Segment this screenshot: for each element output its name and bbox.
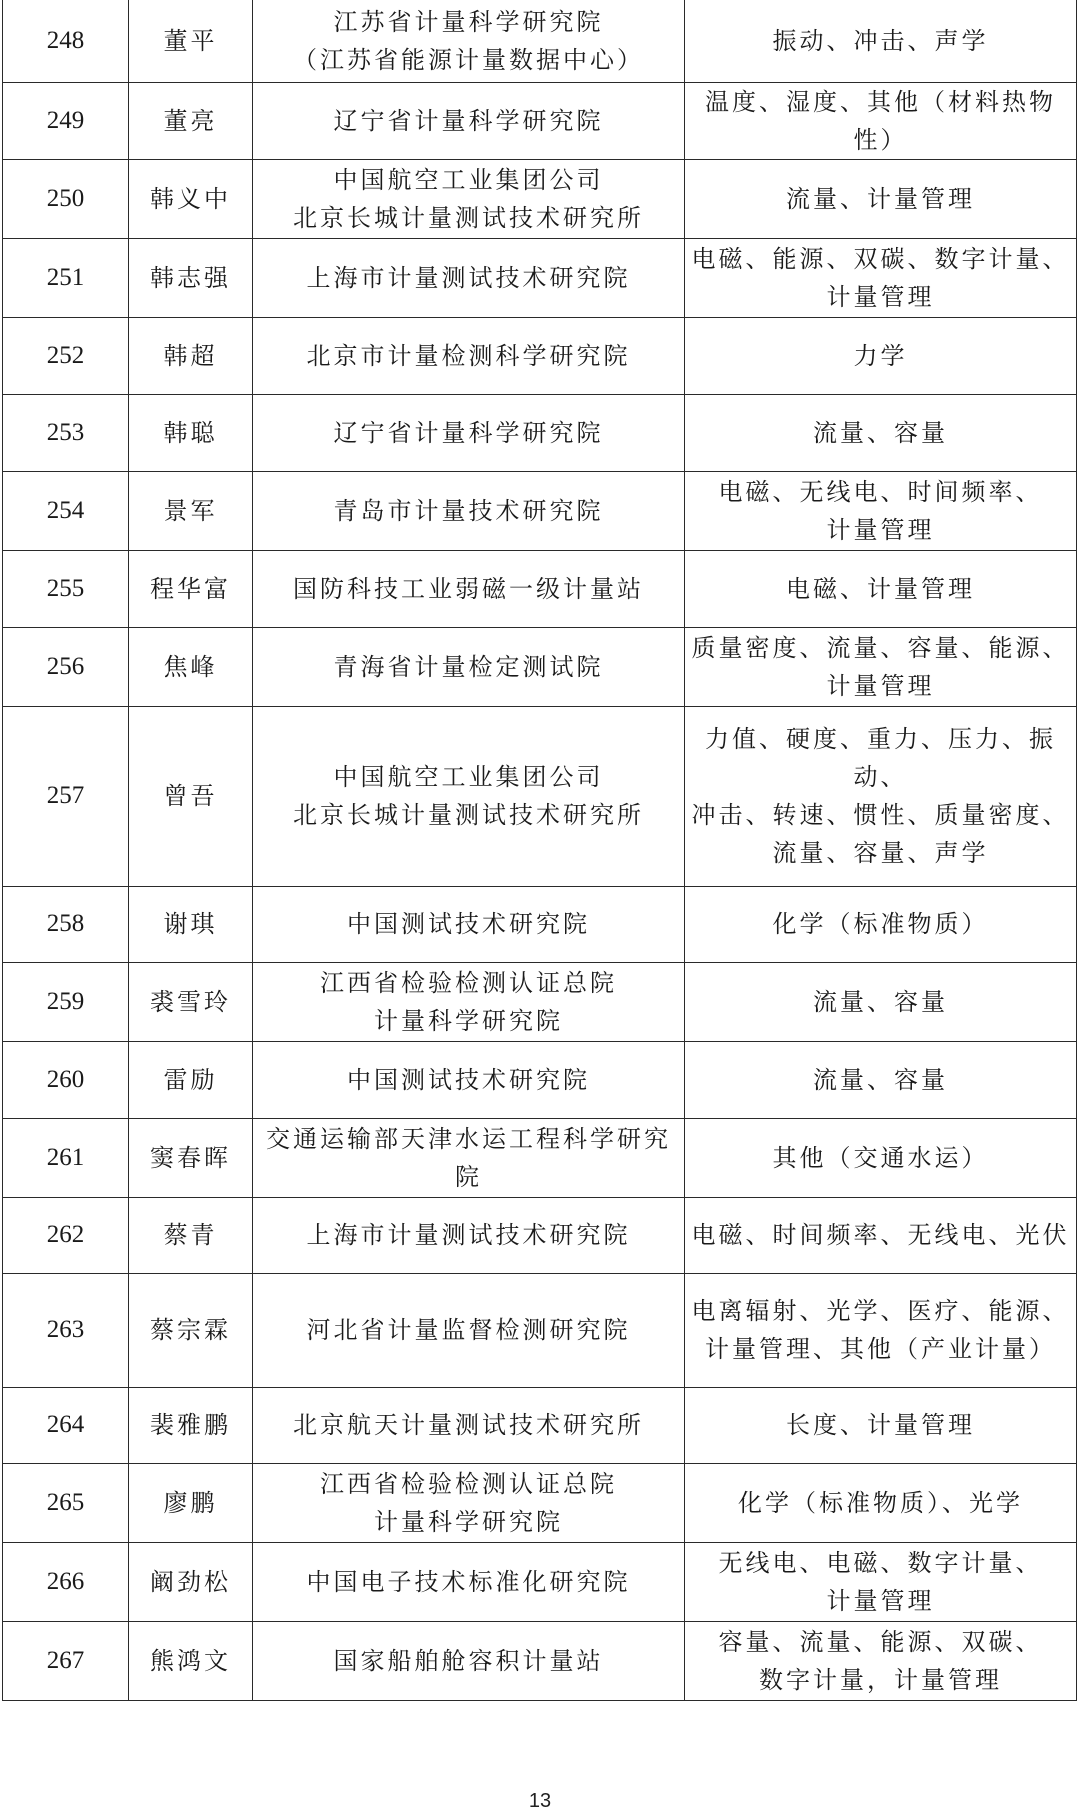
person-name: 董平 (129, 0, 253, 82)
organization: 辽宁省计量科学研究院 (253, 82, 685, 159)
person-name: 韩聪 (129, 394, 253, 471)
row-number: 265 (3, 1463, 129, 1542)
organization: 辽宁省计量科学研究院 (253, 394, 685, 471)
page-number: 13 (528, 1790, 552, 1812)
organization: 中国测试技术研究院 (253, 1041, 685, 1118)
row-number: 258 (3, 886, 129, 962)
person-name: 曾吾 (129, 706, 253, 886)
organization: 北京航天计量测试技术研究所 (253, 1387, 685, 1463)
expert-list-table (2, 0, 1077, 1701)
table-row (3, 317, 1077, 394)
specialty: 其他（交通水运） (685, 1118, 1077, 1197)
table-row (3, 1387, 1077, 1463)
organization: 国家船舶舱容积计量站 (253, 1621, 685, 1700)
row-number: 251 (3, 238, 129, 317)
organization: 江苏省计量科学研究院 （江苏省能源计量数据中心） (253, 0, 685, 82)
specialty: 长度、计量管理 (685, 1387, 1077, 1463)
table-row (3, 886, 1077, 962)
table-row (3, 238, 1077, 317)
specialty: 质量密度、流量、容量、能源、 计量管理 (685, 627, 1077, 706)
specialty: 振动、冲击、声学 (685, 0, 1077, 82)
organization: 北京市计量检测科学研究院 (253, 317, 685, 394)
row-number: 262 (3, 1197, 129, 1273)
person-name: 阚劲松 (129, 1542, 253, 1621)
organization: 交通运输部天津水运工程科学研究 院 (253, 1118, 685, 1197)
person-name: 廖鹏 (129, 1463, 253, 1542)
row-number: 256 (3, 627, 129, 706)
specialty: 容量、流量、能源、双碳、 数字计量，计量管理 (685, 1621, 1077, 1700)
table-row (3, 159, 1077, 238)
organization: 中国航空工业集团公司 北京长城计量测试技术研究所 (253, 706, 685, 886)
row-number: 264 (3, 1387, 129, 1463)
table-row (3, 1041, 1077, 1118)
person-name: 韩志强 (129, 238, 253, 317)
person-name: 谢琪 (129, 886, 253, 962)
specialty: 化学（标准物质）、光学 (685, 1463, 1077, 1542)
table-row (3, 706, 1077, 886)
table-row (3, 1542, 1077, 1621)
specialty: 力学 (685, 317, 1077, 394)
organization: 中国航空工业集团公司 北京长城计量测试技术研究所 (253, 159, 685, 238)
person-name: 景军 (129, 471, 253, 550)
specialty: 流量、计量管理 (685, 159, 1077, 238)
row-number: 254 (3, 471, 129, 550)
table-row (3, 1463, 1077, 1542)
person-name: 蔡宗霖 (129, 1273, 253, 1387)
table-row (3, 962, 1077, 1041)
person-name: 雷励 (129, 1041, 253, 1118)
row-number: 253 (3, 394, 129, 471)
specialty: 流量、容量 (685, 962, 1077, 1041)
specialty: 温度、湿度、其他（材料热物性） (685, 82, 1077, 159)
row-number: 257 (3, 706, 129, 886)
row-number: 259 (3, 962, 129, 1041)
specialty: 电磁、能源、双碳、数字计量、 计量管理 (685, 238, 1077, 317)
row-number: 250 (3, 159, 129, 238)
row-number: 252 (3, 317, 129, 394)
row-number: 248 (3, 0, 129, 82)
person-name: 熊鸿文 (129, 1621, 253, 1700)
row-number: 260 (3, 1041, 129, 1118)
specialty: 力值、硬度、重力、压力、振动、 冲击、转速、惯性、质量密度、 流量、容量、声学 (685, 706, 1077, 886)
specialty: 电磁、无线电、时间频率、 计量管理 (685, 471, 1077, 550)
table-row (3, 82, 1077, 159)
specialty: 电磁、计量管理 (685, 550, 1077, 627)
organization: 青岛市计量技术研究院 (253, 471, 685, 550)
table-row (3, 1273, 1077, 1387)
organization: 上海市计量测试技术研究院 (253, 1197, 685, 1273)
person-name: 裘雪玲 (129, 962, 253, 1041)
specialty: 流量、容量 (685, 394, 1077, 471)
person-name: 韩义中 (129, 159, 253, 238)
row-number: 263 (3, 1273, 129, 1387)
person-name: 董亮 (129, 82, 253, 159)
organization: 上海市计量测试技术研究院 (253, 238, 685, 317)
organization: 河北省计量监督检测研究院 (253, 1273, 685, 1387)
specialty: 无线电、电磁、数字计量、 计量管理 (685, 1542, 1077, 1621)
specialty: 化学（标准物质） (685, 886, 1077, 962)
organization: 中国测试技术研究院 (253, 886, 685, 962)
organization: 青海省计量检定测试院 (253, 627, 685, 706)
person-name: 蔡青 (129, 1197, 253, 1273)
person-name: 韩超 (129, 317, 253, 394)
row-number: 266 (3, 1542, 129, 1621)
organization: 江西省检验检测认证总院 计量科学研究院 (253, 1463, 685, 1542)
specialty: 电磁、时间频率、无线电、光伏 (685, 1197, 1077, 1273)
table-row (3, 394, 1077, 471)
person-name: 窦春晖 (129, 1118, 253, 1197)
organization: 国防科技工业弱磁一级计量站 (253, 550, 685, 627)
specialty: 流量、容量 (685, 1041, 1077, 1118)
table-row (3, 471, 1077, 550)
table-row (3, 1118, 1077, 1197)
table-row (3, 1197, 1077, 1273)
table-row (3, 1621, 1077, 1700)
table-row (3, 627, 1077, 706)
table-row (3, 550, 1077, 627)
person-name: 程华富 (129, 550, 253, 627)
specialty: 电离辐射、光学、医疗、能源、 计量管理、其他（产业计量） (685, 1273, 1077, 1387)
person-name: 裴雅鹏 (129, 1387, 253, 1463)
organization: 江西省检验检测认证总院 计量科学研究院 (253, 962, 685, 1041)
table-row (3, 0, 1077, 82)
row-number: 261 (3, 1118, 129, 1197)
organization: 中国电子技术标准化研究院 (253, 1542, 685, 1621)
row-number: 255 (3, 550, 129, 627)
row-number: 267 (3, 1621, 129, 1700)
person-name: 焦峰 (129, 627, 253, 706)
row-number: 249 (3, 82, 129, 159)
